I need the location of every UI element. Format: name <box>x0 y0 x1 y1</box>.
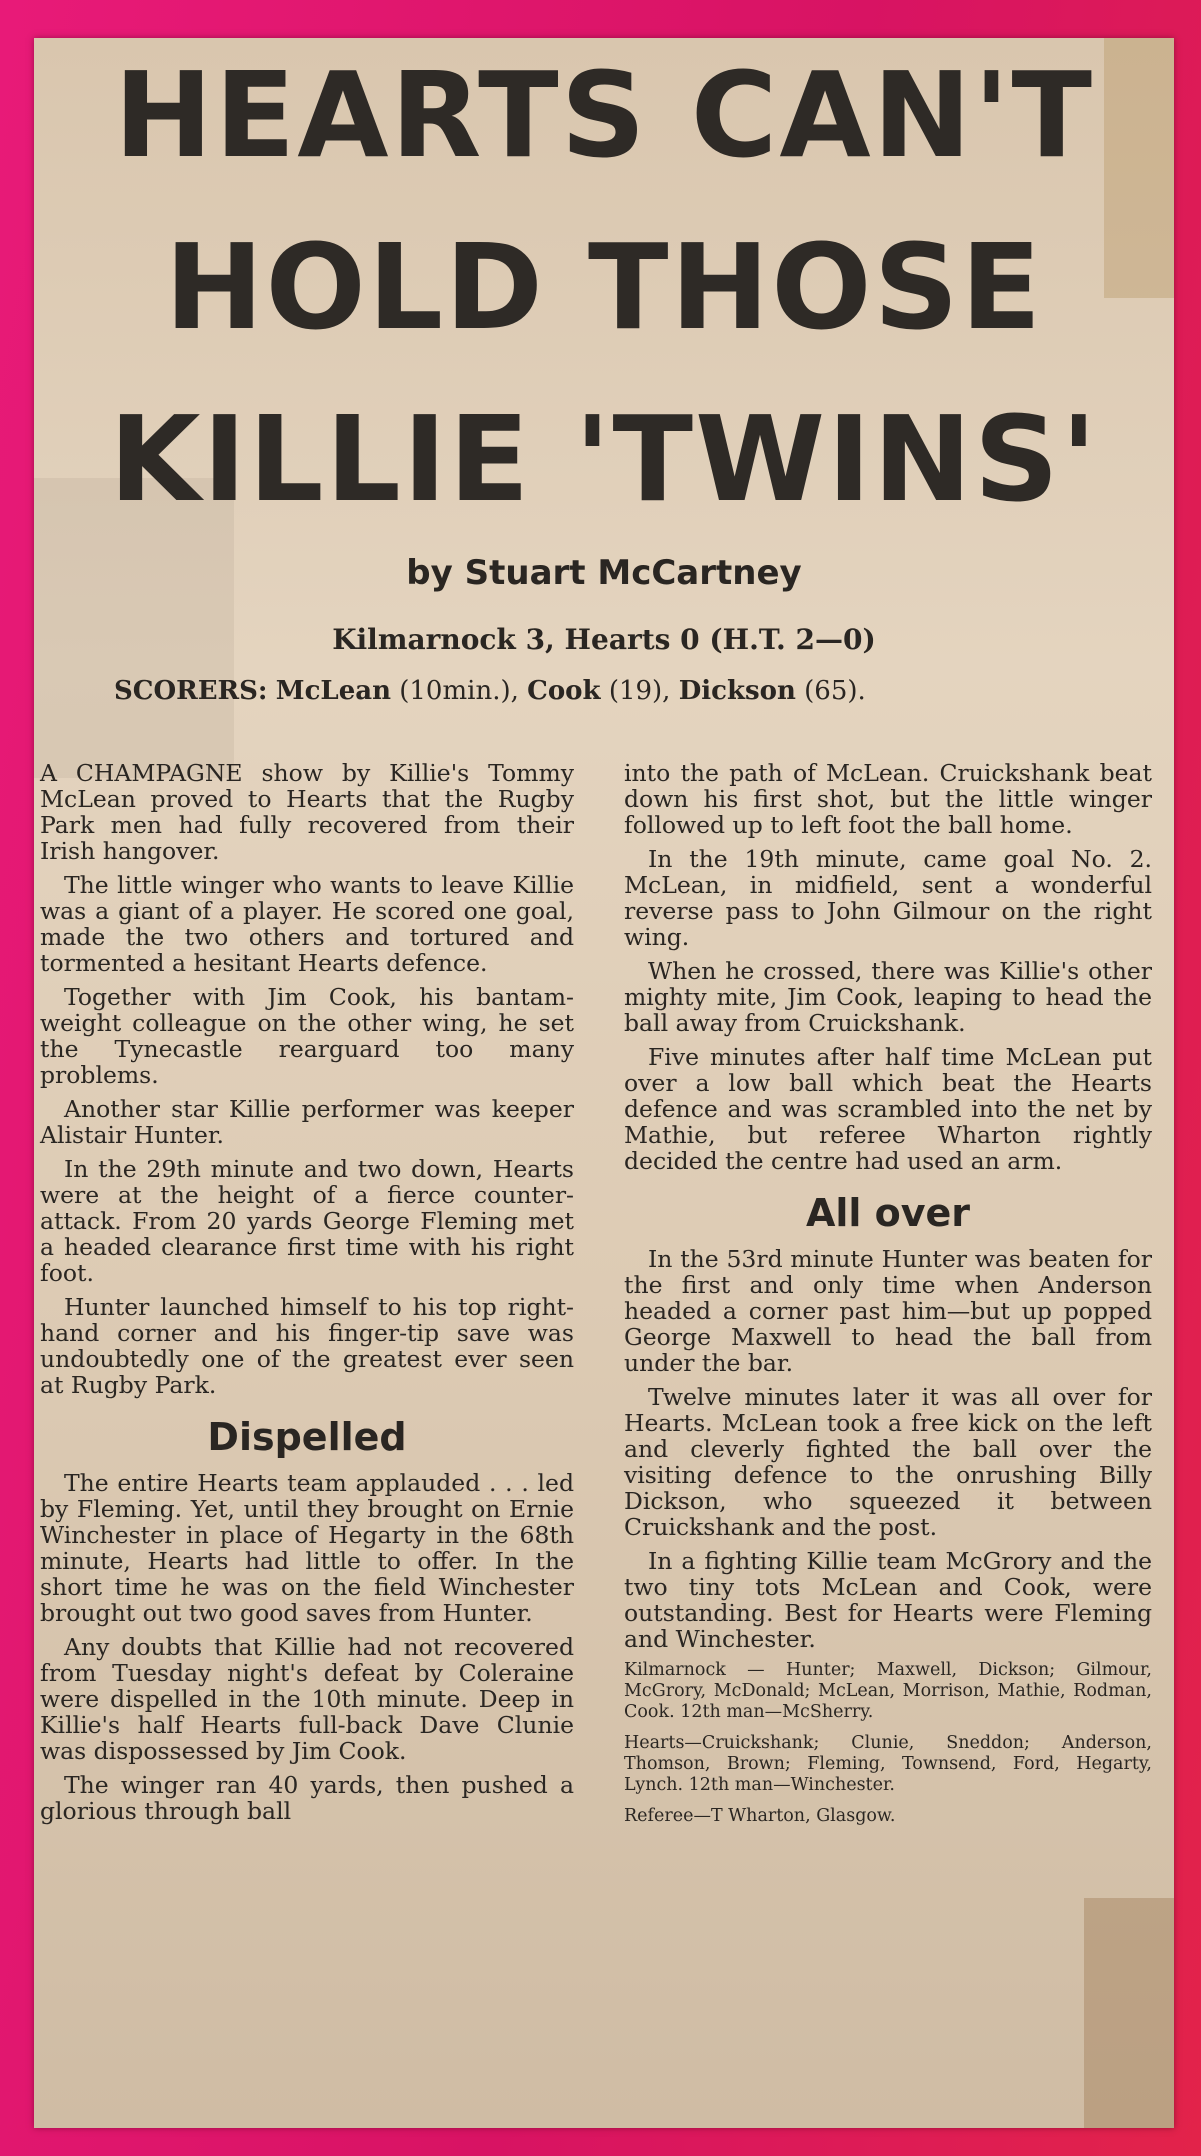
article-paragraph: into the path of McLean. Cruickshank beat down his first shot, but the little winger followed up to left foot the ball home. <box>624 759 1152 839</box>
scorer-name: McLean <box>275 676 391 706</box>
article-paragraph: Together with Jim Cook, his bantam-weight colleague on the other wing, he set the Tynecastle rearguard too many problems. <box>40 983 574 1089</box>
headline-line-2: HOLD THOSE <box>164 218 1044 356</box>
article-paragraph: A CHAMPAGNE show by Killie's Tommy McLean proved to Hearts that the Rugby Park men had fully recovered from their Irish hangover. <box>40 759 574 865</box>
subheading-dispelled: Dispelled <box>207 1415 407 1459</box>
headline-line-3: KILLIE 'TWINS' <box>109 390 1099 528</box>
hearts-lineup: Hearts—Cruickshank; Clunie, Sneddon; Anderson, Thomson, Brown; Fleming, Townsend, Ford, Hegarty, Lynch. 12th man—Winchester. <box>624 1733 1152 1795</box>
article-left-column <box>40 760 574 1832</box>
scorer-time: (19), <box>608 676 671 706</box>
scorer-time: (10min.), <box>399 676 519 706</box>
byline: by Stuart McCartney <box>406 553 802 593</box>
match-score: Kilmarnock 3, Hearts 0 (H.T. 2—0) <box>332 623 876 656</box>
subheading-all-over: All over <box>805 1191 971 1235</box>
headline-line-1: HEARTS CAN'T <box>113 46 1095 184</box>
scorer-time: (65). <box>804 676 866 706</box>
team-lineups <box>624 1660 1152 1827</box>
article-paragraph: Hunter launched himself to his top right-hand corner and his finger-tip save was undoubtedly one of the greatest ever seen at Rugby Park. <box>40 1293 574 1399</box>
newspaper-clipping <box>34 38 1174 2128</box>
article-paragraph: In the 53rd minute Hunter was beaten for the first and only time when Anderson headed a corner past him—but up popped George Maxwell to head the ball from under the bar. <box>624 1245 1152 1377</box>
scorer-name: Dickson <box>678 676 796 706</box>
article-paragraph: The entire Hearts team applauded . . . led by Fleming. Yet, until they brought on Ernie Winchester in place of Hegarty in the 68th minute, Hearts had little to offer. In the short time he was on the field Winchester brought out two good saves from Hunter. <box>40 1469 574 1627</box>
article-paragraph: In the 29th minute and two down, Hearts were at the height of a fierce counter-attack. From 20 yards George Fleming met a headed clearance first time with his right foot. <box>40 1155 574 1287</box>
article-paragraph: In the 19th minute, came goal No. 2. McLean, in midfield, sent a wonderful reverse pass to John Gilmour on the right wing. <box>624 845 1152 951</box>
article-paragraph: Another star Killie performer was keeper Alistair Hunter. <box>40 1095 574 1149</box>
referee-line: Referee—T Wharton, Glasgow. <box>624 1806 896 1826</box>
article-paragraph: Any doubts that Killie had not recovered from Tuesday night's defeat by Coleraine were dispelled in the 10th minute. Deep in Killie's half Hearts full-back Dave Clunie was dispossessed by Jim Cook. <box>40 1633 574 1765</box>
article-paragraph: Five minutes after half time McLean put over a low ball which beat the Hearts defence and was scrambled into the net by Mathie, but referee Wharton rightly decided the centre had used an arm. <box>624 1043 1152 1175</box>
kilmarnock-lineup: Kilmarnock — Hunter; Maxwell, Dickson; Gilmour, McGrory, McDonald; McLean, Morrison, Mathie, Rodman, Cook. 12th man—McSherry. <box>624 1660 1152 1722</box>
article-paragraph: Twelve minutes later it was all over for Hearts. McLean took a free kick on the left and cleverly fighted the ball over the visiting defence to the onrushing Billy Dickson, who squeezed it between Cruickshank and the post. <box>624 1383 1152 1541</box>
scorers-line <box>114 676 866 706</box>
scorer-name: Cook <box>527 676 601 706</box>
paper-stain <box>1084 1898 1174 2128</box>
article-paragraph: In a fighting Killie team McGrory and the two tiny tots McLean and Cook, were outstanding. Best for Hearts were Fleming and Winchester. <box>624 1547 1152 1653</box>
article-paragraph: When he crossed, there was Killie's other mighty mite, Jim Cook, leaping to head the ball away from Cruickshank. <box>624 957 1152 1037</box>
article-paragraph: The little winger who wants to leave Killie was a giant of a player. He scored one goal, made the two others and tortured and tormented a hesitant Hearts defence. <box>40 871 574 977</box>
article-paragraph: The winger ran 40 yards, then pushed a glorious through ball <box>40 1771 574 1825</box>
scorers-label: SCORERS: <box>114 676 268 706</box>
article-right-column <box>624 760 1152 1837</box>
